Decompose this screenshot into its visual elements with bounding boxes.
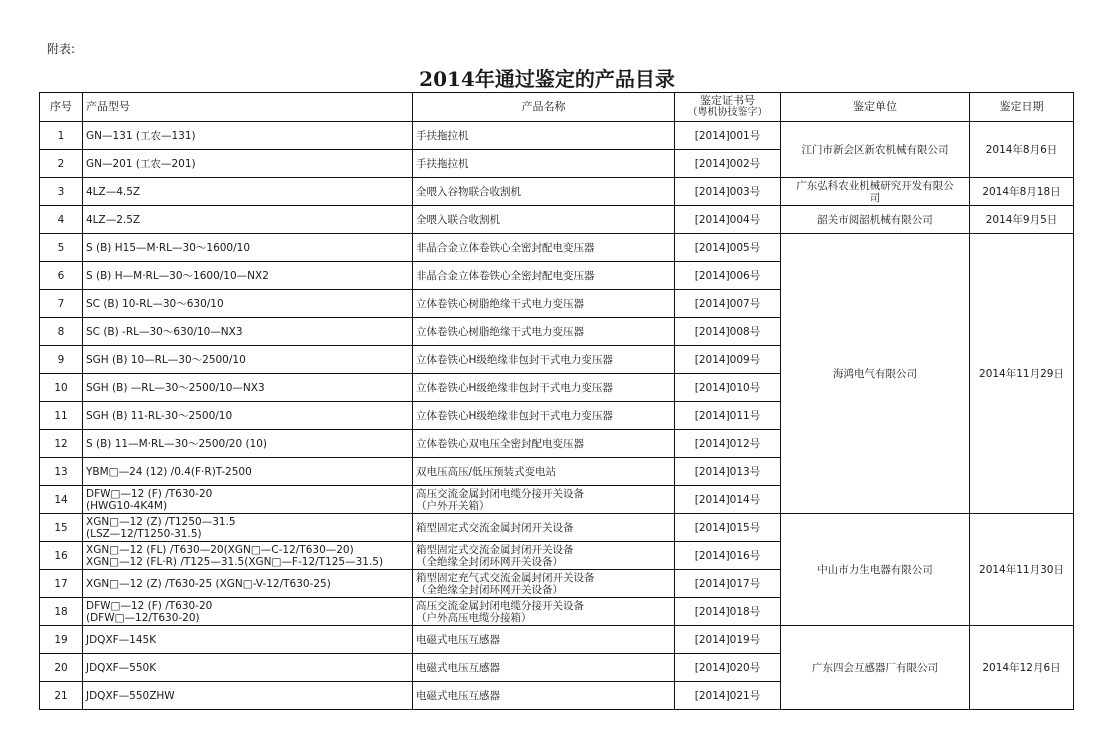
cert-number: [2014]003号: [675, 178, 781, 206]
table-row: [40, 122, 1074, 150]
product-model: S (B) 11—M·RL—30～2500/20 (10): [86, 437, 268, 450]
row-number: 17: [40, 570, 83, 598]
row-number: 9: [40, 346, 83, 374]
product-name: 立体卷铁心H级绝缘非包封干式电力变压器: [416, 381, 613, 394]
product-name: 电磁式电压互感器: [416, 661, 500, 674]
row-number: 13: [40, 458, 83, 486]
cert-number: [2014]011号: [675, 402, 781, 430]
row-number: 15: [40, 514, 83, 542]
product-model-cell: [83, 430, 413, 458]
product-name: （全绝缘全封闭环网开关设备）: [416, 583, 563, 596]
product-model-cell: [83, 290, 413, 318]
table-body: [40, 122, 1074, 710]
appraisal-unit: [781, 178, 970, 206]
product-name: 电磁式电压互感器: [416, 633, 500, 646]
cert-number: [2014]009号: [675, 346, 781, 374]
row-number: 1: [40, 122, 83, 150]
product-name-cell: [413, 122, 675, 150]
table-row: [40, 234, 1074, 262]
appraisal-unit-text: 广东弘科农业机械研究开发有限公: [796, 179, 954, 192]
row-number: 7: [40, 290, 83, 318]
product-model: XGN□—12 (Z) /T1250—31.5: [86, 515, 236, 528]
product-model-cell: [83, 598, 413, 626]
product-model-cell: [83, 262, 413, 290]
product-model-cell: [83, 514, 413, 542]
product-name: （全绝缘全封闭环网开关设备）: [416, 555, 563, 568]
product-model-cell: [83, 570, 413, 598]
table-row: [40, 178, 1074, 206]
product-name: 立体卷铁心树脂绝缘干式电力变压器: [416, 297, 584, 310]
product-model: XGN□—12 (FL·R) /T125—31.5(XGN□—F-12/T125—31.5): [86, 555, 384, 568]
row-number: 4: [40, 206, 83, 234]
appraisal-unit: [781, 234, 970, 514]
cert-number: [2014]010号: [675, 374, 781, 402]
product-name: 双电压高压/低压预装式变电站: [416, 465, 557, 478]
product-name: 手扶拖拉机: [416, 157, 469, 170]
product-model-cell: [83, 346, 413, 374]
product-model-cell: [83, 374, 413, 402]
product-model: GN—131 (工农—131): [86, 129, 196, 142]
product-model: XGN□—12 (FL) /T630—20(XGN□—C-12/T630—20): [86, 543, 354, 556]
product-name-cell: [413, 458, 675, 486]
row-number: 20: [40, 654, 83, 682]
header-unit: 鉴定单位: [781, 93, 970, 122]
row-number: 6: [40, 262, 83, 290]
cert-number: [2014]018号: [675, 598, 781, 626]
appraisal-unit-text: 海鸿电气有限公司: [833, 367, 917, 380]
cert-number: [2014]012号: [675, 430, 781, 458]
header-cert-line1: 鉴定证书号: [700, 94, 755, 107]
cert-number: [2014]016号: [675, 542, 781, 570]
product-name: 箱型固定式交流金属封闭开关设备: [416, 521, 574, 534]
product-model: JDQXF—550K: [86, 661, 157, 674]
appraisal-unit: [781, 122, 970, 178]
appraisal-date: 2014年9月5日: [970, 206, 1074, 234]
appraisal-date: 2014年12月6日: [970, 626, 1074, 710]
appraisal-unit-text: 司: [869, 191, 881, 204]
product-name: 非晶合金立体卷铁心全密封配电变压器: [416, 241, 595, 254]
product-model-cell: [83, 206, 413, 234]
header-cert: [675, 93, 781, 122]
appraisal-unit: [781, 206, 970, 234]
product-name-cell: [413, 486, 675, 514]
row-number: 8: [40, 318, 83, 346]
product-name-cell: [413, 402, 675, 430]
product-name: 全喂入谷物联合收割机: [416, 185, 521, 198]
row-number: 12: [40, 430, 83, 458]
appraisal-unit: [781, 514, 970, 626]
cert-number: [2014]015号: [675, 514, 781, 542]
product-model: JDQXF—550ZHW: [86, 689, 175, 702]
product-name-cell: [413, 570, 675, 598]
appraisal-date: 2014年11月30日: [970, 514, 1074, 626]
product-model-cell: [83, 178, 413, 206]
cert-number: [2014]001号: [675, 122, 781, 150]
cert-number: [2014]005号: [675, 234, 781, 262]
appraisal-date: 2014年8月18日: [970, 178, 1074, 206]
product-model: DFW□—12 (F) /T630-20: [86, 599, 213, 612]
table-row: [40, 514, 1074, 542]
cert-number: [2014]006号: [675, 262, 781, 290]
product-name: 电磁式电压互感器: [416, 689, 500, 702]
product-model-cell: [83, 458, 413, 486]
product-name: 箱型固定式交流金属封闭开关设备: [416, 543, 574, 556]
header-cert-line2: （粤机协技鉴字）: [687, 107, 768, 118]
product-name-cell: [413, 346, 675, 374]
cert-number: [2014]019号: [675, 626, 781, 654]
product-model: 4LZ—4.5Z: [86, 185, 141, 198]
product-name: 高压交流金属封闭电缆分接开关设备: [416, 487, 584, 500]
product-name-cell: [413, 682, 675, 710]
product-name: 立体卷铁心树脂绝缘干式电力变压器: [416, 325, 584, 338]
product-name-cell: [413, 150, 675, 178]
product-model-cell: [83, 234, 413, 262]
cert-number: [2014]008号: [675, 318, 781, 346]
annex-label: 附表:: [47, 42, 76, 56]
appraisal-unit-text: 江门市新会区新农机械有限公司: [801, 143, 949, 156]
product-model: SC (B) 10-RL—30～630/10: [86, 297, 224, 310]
appraisal-date: 2014年8月6日: [970, 122, 1074, 178]
product-model: SGH (B) —RL—30～2500/10—NX3: [86, 381, 265, 394]
table-row: [40, 206, 1074, 234]
table-row: [40, 626, 1074, 654]
appraisal-unit-text: 韶关市阅韶机械有限公司: [817, 213, 933, 226]
product-model: JDQXF—145K: [86, 633, 157, 646]
cert-number: [2014]004号: [675, 206, 781, 234]
row-number: 10: [40, 374, 83, 402]
row-number: 19: [40, 626, 83, 654]
product-model: GN—201 (工农—201): [86, 157, 196, 170]
cert-number: [2014]013号: [675, 458, 781, 486]
appraisal-unit-text: 广东四会互感器厂有限公司: [812, 661, 938, 674]
product-model-cell: [83, 318, 413, 346]
product-name-cell: [413, 206, 675, 234]
cert-number: [2014]014号: [675, 486, 781, 514]
row-number: 21: [40, 682, 83, 710]
row-number: 18: [40, 598, 83, 626]
product-name-cell: [413, 598, 675, 626]
product-model: YBM□—24 (12) /0.4(F·R)T-2500: [86, 465, 252, 478]
cert-number: [2014]007号: [675, 290, 781, 318]
product-name-cell: [413, 234, 675, 262]
product-name-cell: [413, 290, 675, 318]
product-name: 箱型固定充气式交流金属封闭开关设备: [416, 571, 595, 584]
product-name: 立体卷铁心双电压全密封配电变压器: [416, 437, 584, 450]
product-model: SGH (B) 11-RL-30～2500/10: [86, 409, 233, 422]
product-name-cell: [413, 542, 675, 570]
header-name: 产品名称: [413, 93, 675, 122]
product-name: 非晶合金立体卷铁心全密封配电变压器: [416, 269, 595, 282]
product-name: 手扶拖拉机: [416, 129, 469, 142]
product-name: 立体卷铁心H级绝缘非包封干式电力变压器: [416, 409, 613, 422]
row-number: 5: [40, 234, 83, 262]
row-number: 3: [40, 178, 83, 206]
product-model-cell: [83, 150, 413, 178]
product-name: 立体卷铁心H级绝缘非包封干式电力变压器: [416, 353, 613, 366]
product-name: （户外高压电缆分接箱）: [416, 611, 532, 624]
header-model: 产品型号: [83, 93, 413, 122]
product-table: [39, 92, 1074, 710]
product-name-cell: [413, 374, 675, 402]
product-name-cell: [413, 178, 675, 206]
product-model: S (B) H15—M·RL—30～1600/10: [86, 241, 251, 254]
cert-number: [2014]017号: [675, 570, 781, 598]
product-name-cell: [413, 430, 675, 458]
page-title: 2014年通过鉴定的产品目录: [419, 67, 675, 91]
product-model: S (B) H—M·RL—30～1600/10—NX2: [86, 269, 269, 282]
product-name-cell: [413, 262, 675, 290]
product-name-cell: [413, 626, 675, 654]
product-model-cell: [83, 682, 413, 710]
appraisal-date: 2014年11月29日: [970, 234, 1074, 514]
product-model: (DFW□—12/T630-20): [86, 611, 200, 624]
row-number: 16: [40, 542, 83, 570]
product-model: DFW□—12 (F) /T630-20: [86, 487, 213, 500]
header-no: 序号: [40, 93, 83, 122]
product-name: （户外开关箱）: [416, 499, 490, 512]
appraisal-unit-text: 中山市力生电器有限公司: [817, 563, 933, 576]
product-name-cell: [413, 318, 675, 346]
product-model-cell: [83, 402, 413, 430]
product-model: XGN□—12 (Z) /T630-25 (XGN□-V-12/T630-25): [86, 577, 331, 590]
row-number: 14: [40, 486, 83, 514]
product-model-cell: [83, 122, 413, 150]
product-model: SGH (B) 10—RL—30～2500/10: [86, 353, 246, 366]
product-model-cell: [83, 654, 413, 682]
row-number: 2: [40, 150, 83, 178]
cert-number: [2014]021号: [675, 682, 781, 710]
cert-number: [2014]002号: [675, 150, 781, 178]
header-date: 鉴定日期: [970, 93, 1074, 122]
appraisal-unit: [781, 626, 970, 710]
product-model-cell: [83, 626, 413, 654]
product-name-cell: [413, 514, 675, 542]
product-model: SC (B) -RL—30～630/10—NX3: [86, 325, 243, 338]
product-name: 高压交流金属封闭电缆分接开关设备: [416, 599, 584, 612]
product-name-cell: [413, 654, 675, 682]
product-model: 4LZ—2.5Z: [86, 213, 141, 226]
product-model-cell: [83, 542, 413, 570]
table-header-row: [40, 93, 1074, 122]
row-number: 11: [40, 402, 83, 430]
product-model-cell: [83, 486, 413, 514]
product-model: (LSZ—12/T1250-31.5): [86, 527, 202, 540]
product-name: 全喂入联合收割机: [416, 213, 500, 226]
cert-number: [2014]020号: [675, 654, 781, 682]
product-model: (HWG10-4K4M): [86, 499, 168, 512]
